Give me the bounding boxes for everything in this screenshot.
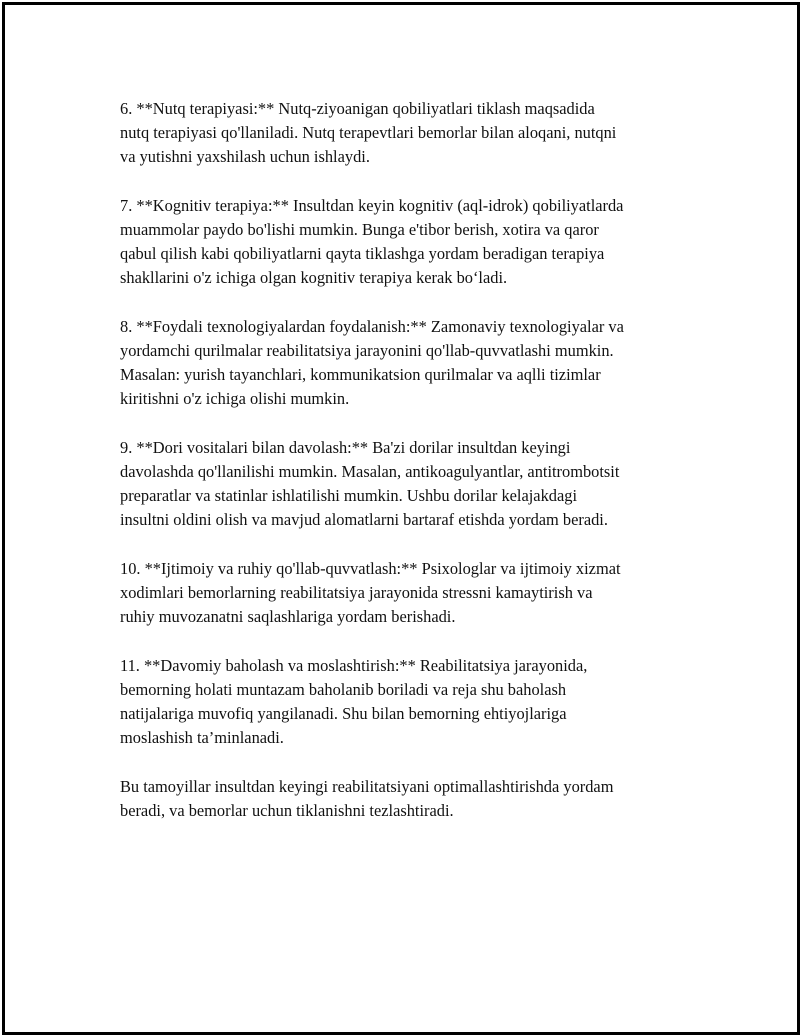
paragraph-item-7-cognitive-therapy: 7. **Kognitiv terapiya:** Insultdan keyin kognitiv (aql-idrok) qobiliyatlarda muammolar paydo bo'lishi mumkin. Bunga e'tibor berish, xotira va qaror qabul qilish kabi qobiliyatlarni qayta tiklashga yordam beradigan terapiya shakllarini o'z ichiga olgan kognitiv terapiya kerak bo‘ladi. (120, 195, 624, 288)
paragraph-item-9-medication: 9. **Dori vositalari bilan davolash:** Ba'zi dorilar insultdan keyingi davolashda qo'llanilishi mumkin. Masalan, antikoagulyantlar, antitrombotsit preparatlar va statinlar ishlatilishi mumkin. Ushbu dorilar kelajakdagi insultni oldini olish va mavjud alomatlarni bartaraf etishda yordam beradi. (120, 437, 620, 530)
paragraph-item-11-ongoing-assessment: 11. **Davomiy baholash va moslashtirish:** Reabilitatsiya jarayonida, bemorning holati muntazam baholanib boriladi va reja shu baholash natijalariga muvofiq yangilanadi. Shu bilan bemorning ehtiyojlariga moslashish ta’minlanadi. (120, 655, 588, 748)
paragraph-item-6-speech-therapy: 6. **Nutq terapiyasi:** Nutq-ziyoanigan qobiliyatlari tiklash maqsadida nutq terapiyasi qo'llaniladi. Nutq terapevtlari bemorlar bilan aloqani, nutqni va yutishni yaxshilash uchun ishlaydi. (120, 99, 617, 167)
document-body (120, 97, 710, 847)
paragraph-item-8-assistive-technology: 8. **Foydali texnologiyalardan foydalanish:** Zamonaviy texnologiyalar va yordamchi qurilmalar reabilitatsiya jarayonini qo'llab-quvvatlashi mumkin. Masalan: yurish tayanchlari, kommunikatsion qurilmalar va aqlli tizimlar kiritishni o'z ichiga olishi mumkin. (120, 316, 624, 409)
paragraph-item-10-social-support: 10. **Ijtimoiy va ruhiy qo'llab-quvvatlash:** Psixologlar va ijtimoiy xizmat xodimlari bemorlarning reabilitatsiya jarayonida stressni kamaytirish va ruhiy muvozanatni saqlashlariga yordam berishadi. (120, 558, 621, 627)
paragraph-conclusion: Bu tamoyillar insultdan keyingi reabilitatsiyani optimallashtirishda yordam beradi, va bemorlar uchun tiklanishni tezlashtiradi. (120, 776, 614, 820)
page-border-frame (2, 2, 800, 1035)
